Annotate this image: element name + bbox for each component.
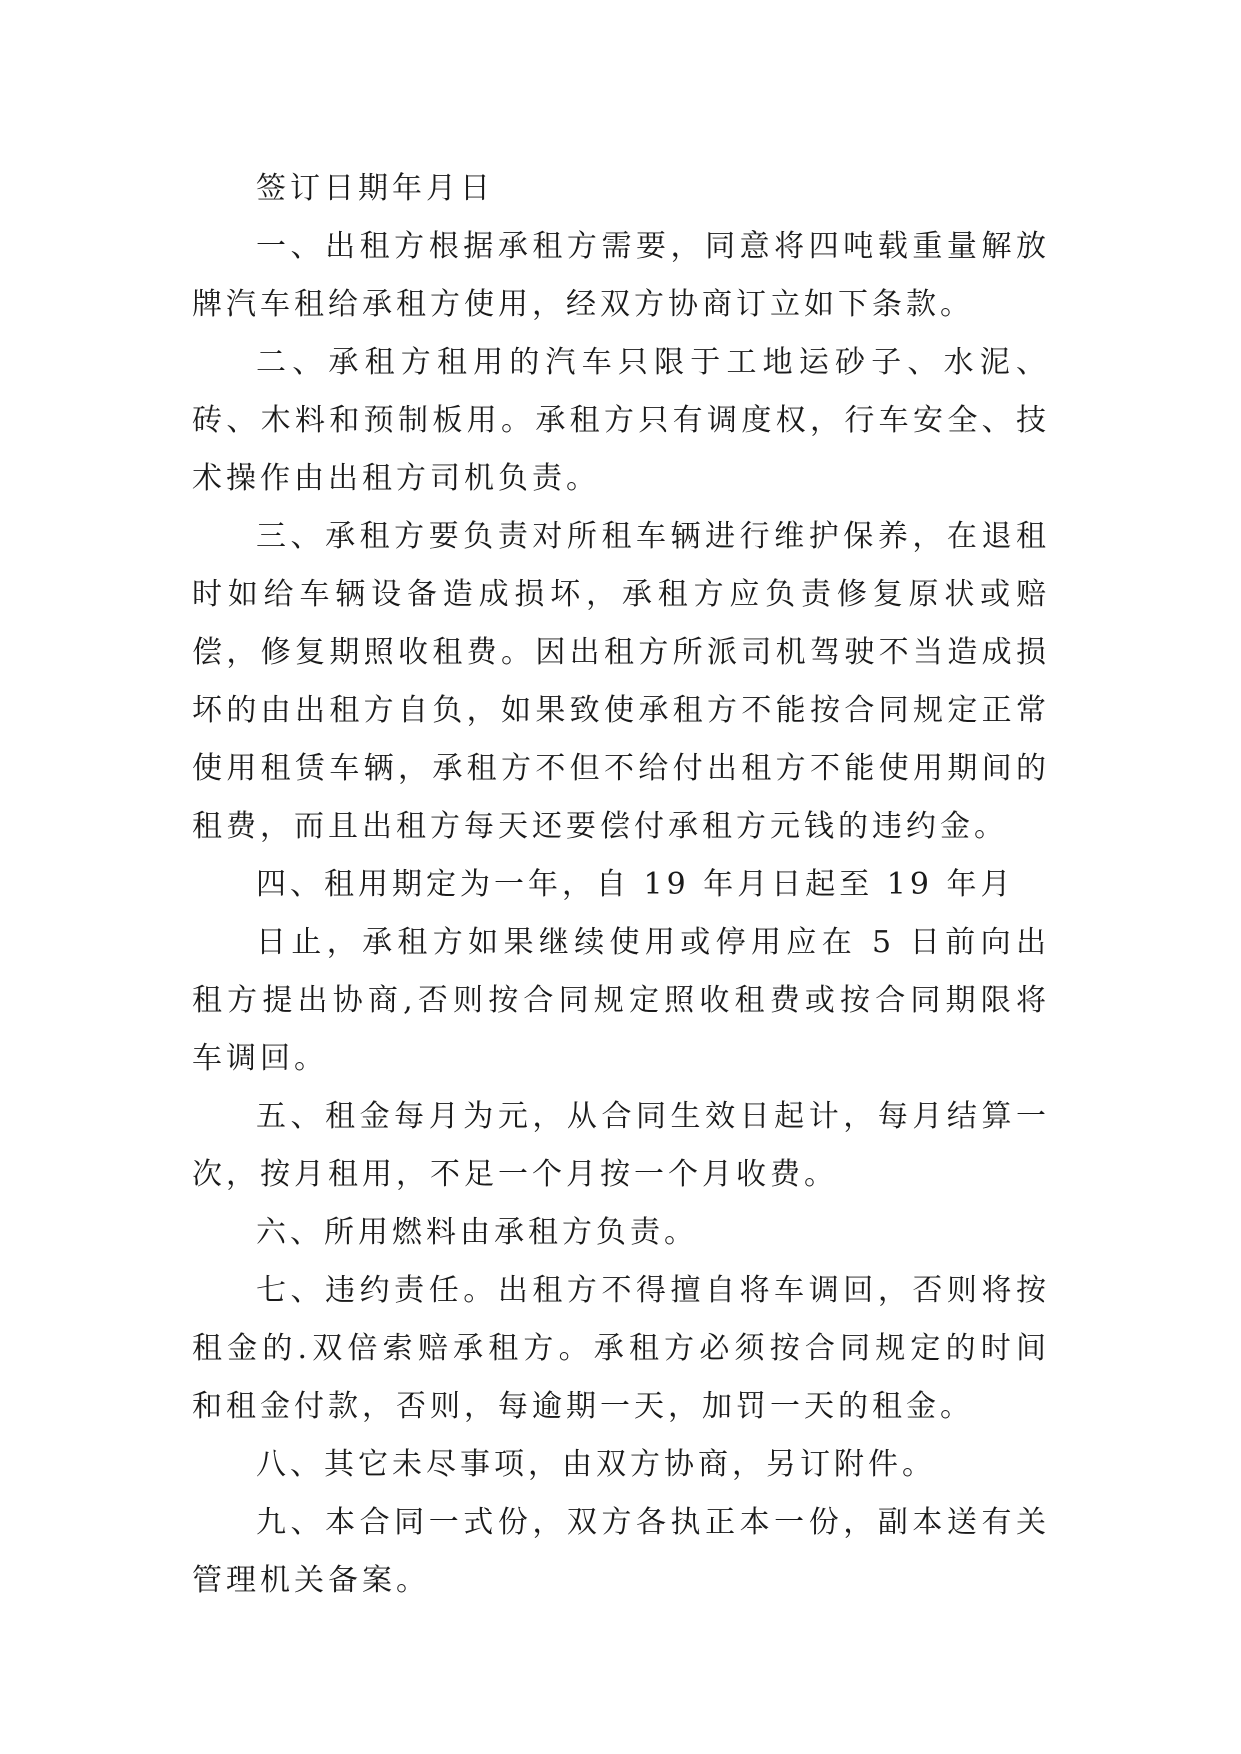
clause-6: 六、所用燃料由承租方负责。 [256,1215,698,1250]
clause-9: 九、本合同一式份，双方各执正本一份，副本送有关管理机关备案。 [192,1505,1050,1598]
clause-4: 四、租用期定为一年，自 19 年月日起至 19 年月 [256,867,1015,902]
clause-1: 一、出租方根据承租方需要，同意将四吨载重量解放牌汽车租给承租方使用，经双方协商订立如下条款。 [192,229,1050,322]
clause-3: 三、承租方要负责对所租车辆进行维护保养，在退租时如给车辆设备造成损坏，承租方应负责修复原状或赔偿，修复期照收租费。因出租方所派司机驾驶不当造成损坏的由出租方自负，如果致使承租方不能按合同规定正常使用租赁车辆，承租方不但不给付出租方不能使用期间的租费，而且出租方每天还要偿付承租方元钱的违约金。 [192,519,1050,844]
clause-2: 二、承租方租用的汽车只限于工地运砂子、水泥、砖、木料和预制板用。承租方只有调度权，行车安全、技术操作由出租方司机负责。 [192,345,1050,496]
clause-8: 八、其它未尽事项，由双方协商，另订附件。 [256,1447,936,1482]
contract-page [192,160,1050,1610]
signing-date-line: 签订日期年月日 [256,171,494,206]
clause-5: 五、租金每月为元，从合同生效日起计，每月结算一次，按月租用，不足一个月按一个月收费。 [192,1099,1050,1192]
clause-4-continued: 日止，承租方如果继续使用或停用应在 5 日前向出租方提出协商,否则按合同规定照收租费或按合同期限将车调回。 [192,925,1050,1076]
clause-7: 七、违约责任。出租方不得擅自将车调回，否则将按租金的.双倍索赔承租方。承租方必须按合同规定的时间和租金付款，否则，每逾期一天，加罚一天的租金。 [192,1273,1050,1424]
